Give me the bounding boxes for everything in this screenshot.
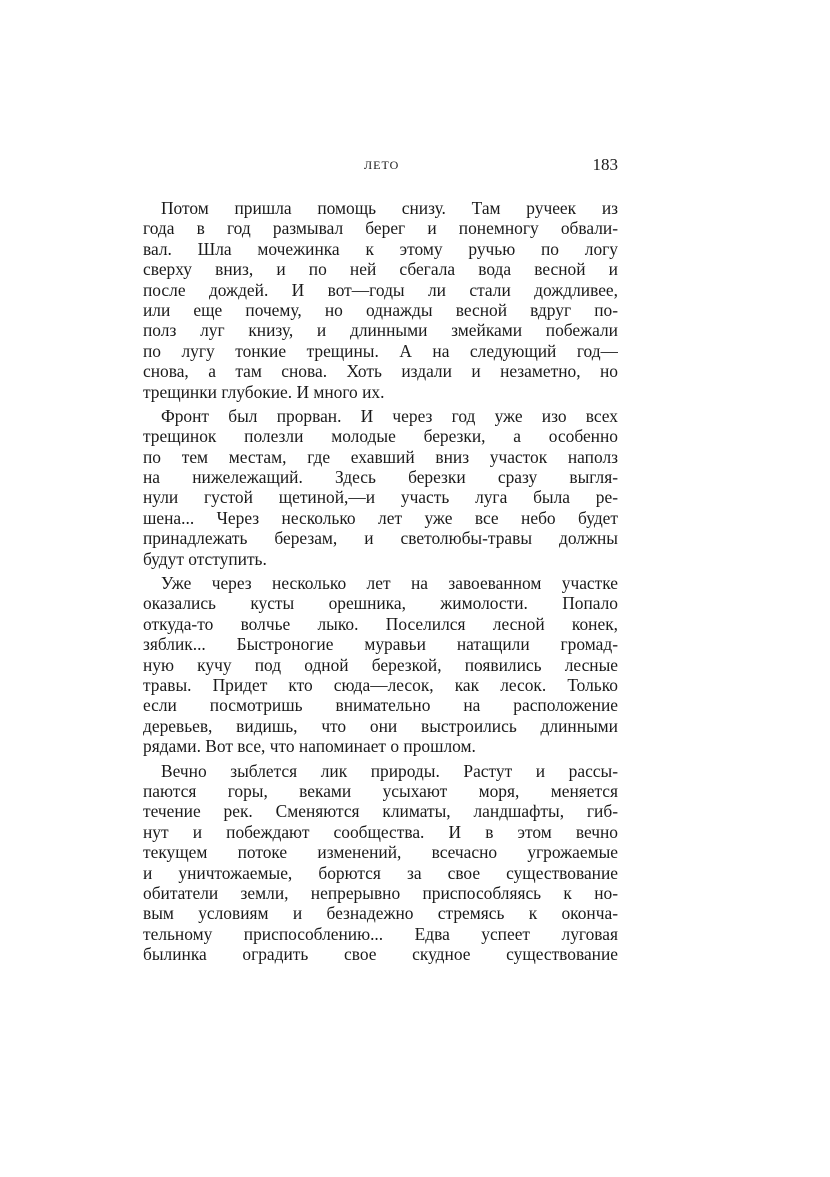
page-header xyxy=(143,155,618,180)
text-line: после дождей. И вот—годы ли стали дождливее, xyxy=(143,279,618,300)
page-number: 183 xyxy=(592,155,618,174)
text-line: вал. Шла мочежинка к этому ручью по логу xyxy=(143,238,618,259)
text-line: откуда-то волчье лыко. Поселился лесной конек, xyxy=(143,613,618,634)
text-line: сверху вниз, и по ней сбегала вода весной и xyxy=(143,259,618,280)
text-line: деревьев, видишь, что они выстроились длинными xyxy=(143,715,618,736)
text-line: тельному приспособлению... Едва успеет луговая xyxy=(143,923,618,944)
paragraph xyxy=(143,573,618,757)
text-line: по тем местам, где ехавший вниз участок наполз xyxy=(143,446,618,467)
text-line: нули густой щетиной,—и участь луга была ре- xyxy=(143,487,618,508)
text-line: оказались кусты орешника, жимолости. Попало xyxy=(143,593,618,614)
text-line: или еще почему, но однажды весной вдруг по- xyxy=(143,299,618,320)
text-line: будут отступить. xyxy=(143,548,267,569)
text-line: трещинок полезли молодые березки, а особенно xyxy=(143,426,618,447)
text-line: шена... Через несколько лет уже все небо будет xyxy=(143,507,618,528)
text-line: Фронт был прорван. И через год уже изо всех xyxy=(161,405,618,426)
text-line: снова, а там снова. Хоть издали и незаметно, но xyxy=(143,361,618,382)
text-line: былинка оградить свое скудное существование xyxy=(143,944,618,965)
paragraph xyxy=(143,198,618,402)
text-line: трещинки глубокие. И много их. xyxy=(143,381,385,402)
text-line: Вечно зыблется лик природы. Растут и рассы- xyxy=(161,760,618,781)
text-line: паются горы, веками усыхают моря, меняется xyxy=(143,780,618,801)
body-text xyxy=(143,198,618,964)
text-line: вым условиям и безнадежно стремясь к оконча- xyxy=(143,903,618,924)
running-title: ЛЕТО xyxy=(364,158,400,172)
text-line: зяблик... Быстроногие муравьи натащили громад- xyxy=(143,634,618,655)
text-line: текущем потоке изменений, всечасно угрожаемые xyxy=(143,842,618,863)
text-line: рядами. Вот все, что напоминает о прошлом. xyxy=(143,736,476,757)
paragraph xyxy=(143,761,618,965)
paragraph xyxy=(143,406,618,569)
text-line: и уничтожаемые, борются за свое существование xyxy=(143,862,618,883)
text-line: на нижележащий. Здесь березки сразу выгля- xyxy=(143,467,618,488)
text-line: нут и побеждают сообщества. И в этом вечно xyxy=(143,821,618,842)
text-line: ную кучу под одной березкой, появились лесные xyxy=(143,654,618,675)
text-line: если посмотришь внимательно на расположение xyxy=(143,695,618,716)
text-line: Потом пришла помощь снизу. Там ручеек из xyxy=(161,198,618,218)
text-line: по лугу тонкие трещины. А на следующий год— xyxy=(143,340,618,361)
text-line: года в год размывал берег и понемногу обвали- xyxy=(143,218,618,239)
text-line: полз луг книзу, и длинными змейками побежали xyxy=(143,320,618,341)
text-line: травы. Придет кто сюда—лесок, как лесок. Только xyxy=(143,674,618,695)
text-line: течение рек. Сменяются климаты, ландшафты, гиб- xyxy=(143,801,618,822)
text-line: обитатели земли, непрерывно приспособляясь к но- xyxy=(143,882,618,903)
text-line: принадлежать березам, и светолюбы-травы должны xyxy=(143,528,618,549)
text-line: Уже через несколько лет на завоеванном участке xyxy=(161,573,618,594)
